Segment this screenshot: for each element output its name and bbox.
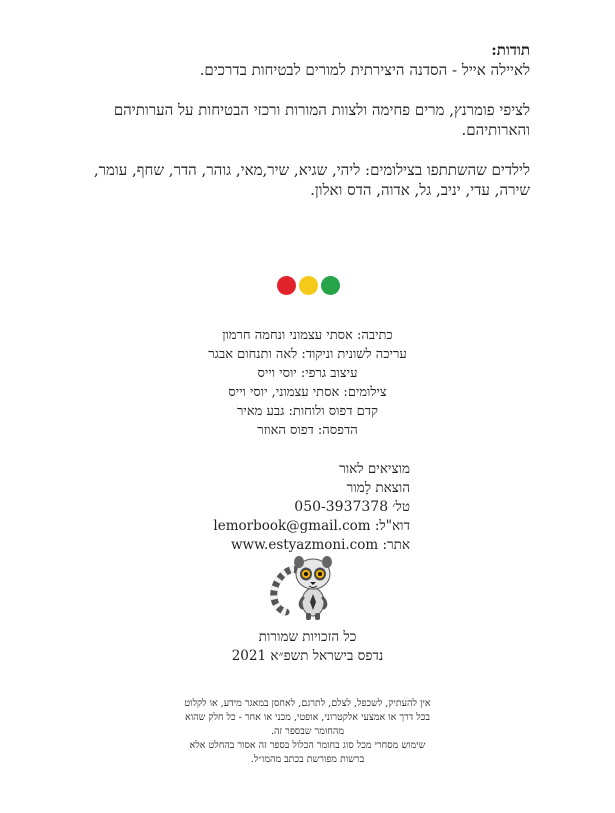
acknowledgement-line: לילדים שהשתתפו בצילומים: ליהי, שגיא, שיר,מאי, גוהר, הדר, שחף, עומר, [93, 161, 530, 179]
lemur-mascot-icon [268, 550, 348, 622]
green-dot-icon [321, 276, 340, 295]
publisher-email-row [180, 517, 410, 536]
publisher-info [180, 460, 410, 555]
traffic-light-dots [277, 276, 341, 296]
credit-design: עיצוב גרפי: יוסי וייס [257, 366, 358, 381]
publisher-name: הוצאת לָמור [346, 480, 410, 496]
yellow-dot-icon [299, 276, 318, 295]
acknowledgements [90, 40, 530, 200]
phone-label: טל׳ [392, 499, 410, 515]
acknowledgement-line: לציפי פומרנץ, מרים פחימה ולצוות המורות ורכזי הבטיחות על הערותיהם [113, 101, 530, 119]
red-dot-icon [277, 276, 296, 295]
credit-writing: כתיבה: אסתי עצמוני ונחמה חרמון [222, 328, 393, 343]
copyright-notice [150, 628, 465, 666]
acknowledgement-paragraph [90, 100, 530, 140]
legal-disclaimer [140, 697, 475, 767]
publisher-phone-row [180, 498, 410, 517]
all-rights-reserved: כל הזכויות שמורות [258, 629, 357, 645]
email-label: דוא"ל: [374, 518, 410, 534]
website-link[interactable]: www.estyazmoni.com [230, 537, 379, 553]
legal-line: שימוש מסחרי מכל סוג בחומר הכלול בספר זה אסור בהחלט אלא [189, 740, 426, 751]
acknowledgement-line: לאיילה אייל - הסדנה היצירתית למורים לבטיחות בדרכים. [199, 61, 530, 79]
credits [150, 326, 465, 440]
acknowledgement-paragraph [90, 160, 530, 200]
email-link[interactable]: lemorbook@gmail.com [213, 518, 371, 534]
legal-line: מהחומר שבספר זה. [271, 726, 344, 737]
legal-line: בכל דרך או אמצעי אלקטרוני, אופטי, מכני או אחר - כל חלק שהוא [185, 712, 430, 723]
acknowledgement-line: שירה, עדי, יניב, גל, אדוה, הדס ואלון. [310, 181, 530, 199]
legal-line: ברשות מפורשת בכתב מהמו״ל. [250, 754, 365, 765]
credit-editing: עריכה לשונית וניקוד: לאה ותנחום אבגר [208, 347, 407, 362]
publisher-heading: מוציאים לאור [339, 461, 410, 477]
printed-in-israel: נדפס בישראל תשפ״א 2021 [231, 648, 384, 664]
site-label: אתר: [382, 537, 410, 553]
credit-photography: צילומים: אסתי עצמוני, יוסי וייס [228, 385, 387, 400]
credit-printing: הדפסה: דפוס האוזר [257, 423, 358, 438]
phone-number[interactable]: 050-3937378 [294, 499, 389, 515]
credit-prepress: קדם דפוס ולוחות: גבע מאיר [237, 404, 378, 419]
acknowledgements-title: תודות: [491, 41, 530, 59]
legal-line: אין להעתיק, לשכפל, לצלם, לתרגם, לאחסן במאגר מידע, או לקלוט [184, 698, 431, 709]
acknowledgement-paragraph [90, 60, 530, 80]
acknowledgement-line: והארותיהם. [461, 121, 530, 139]
